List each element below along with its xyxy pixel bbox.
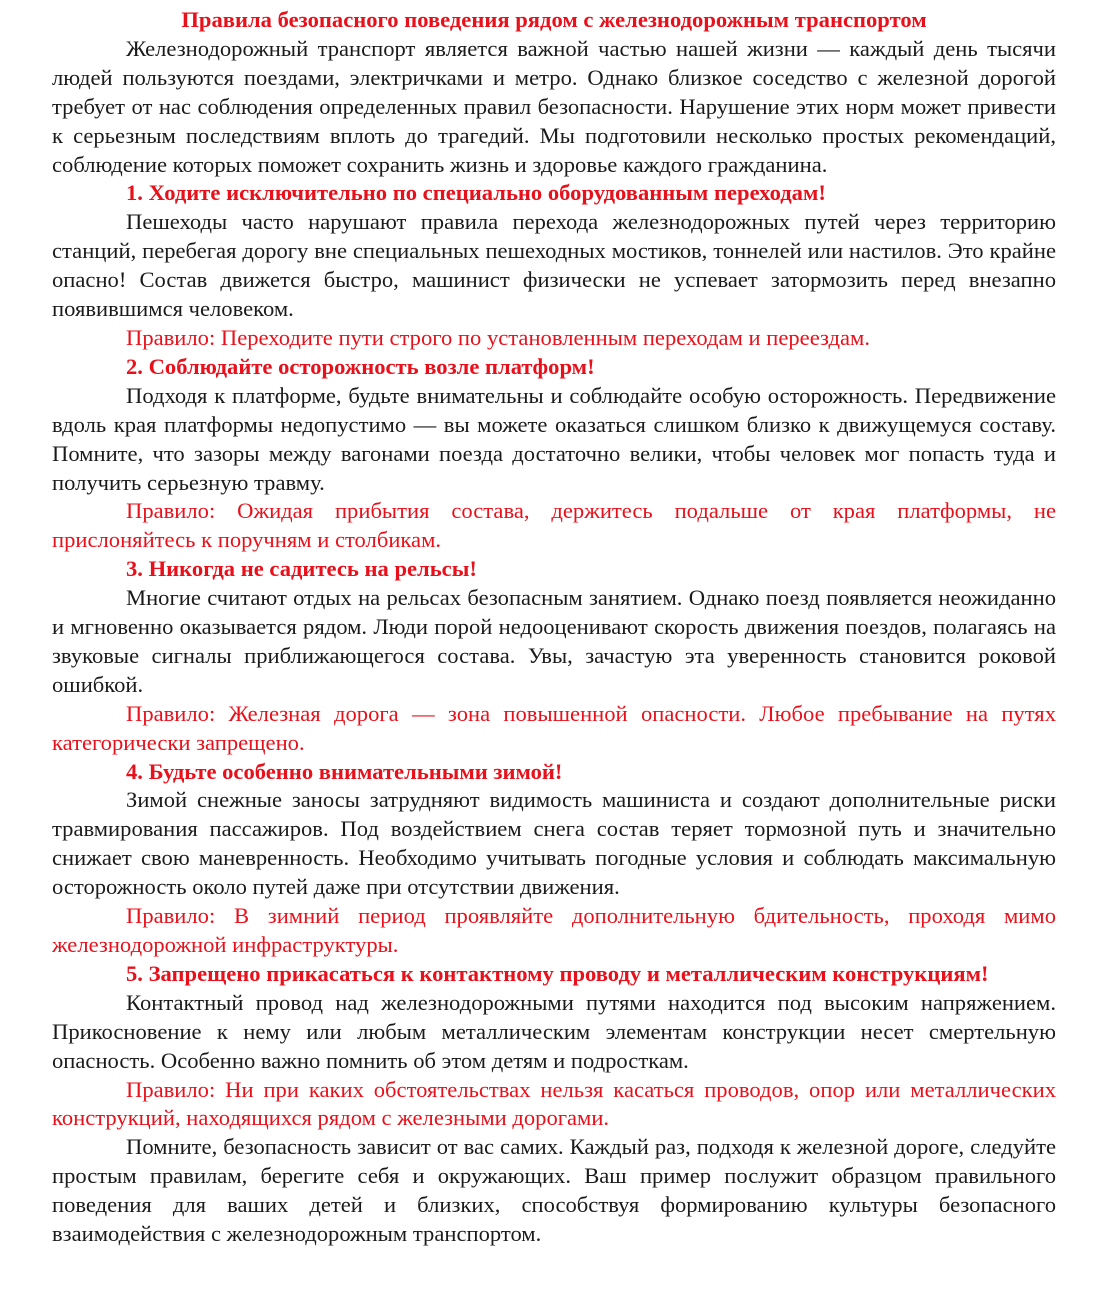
section-text: Зимой снежные заносы затрудняют видимость машиниста и создают дополнительные риски травмирования пассажиров. Под воздействием снега состав теряет тормозной путь и значительно снижает свою маневренность. Необходимо учитывать погодные условия и соблюдать максимальную осторожность около путей даже при отсутствии движения.: [52, 787, 1056, 900]
section-heading: 4. Будьте особенно внимательными зимой!: [126, 758, 563, 784]
intro-paragraph: Железнодорожный транспорт является важной частью нашей жизни — каждый день тысячи людей пользуются поездами, электричками и метро. Однако близкое соседство с железной дорогой требует от нас соблюдения определенных правил безопасности. Нарушение этих норм может привести к серьезным последствиям вплоть до трагедий. Мы подготовили несколько простых рекомендаций, соблюдение которых поможет сохранить жизнь и здоровье каждого гражданина.: [52, 35, 1056, 177]
section-text: Многие считают отдых на рельсах безопасным занятием. Однако поезд появляется неожиданно и мгновенно оказывается рядом. Люди порой недооценивают скорость движения поездов, полагаясь на звуковые сигналы приближающегося состава. Увы, зачастую эта уверенность становится роковой ошибкой.: [52, 585, 1056, 697]
section-heading: 1. Ходите исключительно по специально оборудованным переходам!: [126, 180, 826, 206]
section-heading: 3. Никогда не садитесь на рельсы!: [126, 556, 477, 582]
section-4: [52, 758, 1056, 960]
section-rule: Правило: Железная дорога — зона повышенной опасности. Любое пребывание на путях категорически запрещено.: [52, 700, 1056, 755]
section-rule: Правило: В зимний период проявляйте дополнительную бдительность, проходя мимо железнодорожной инфраструктуры.: [52, 903, 1056, 957]
section-3: [52, 555, 1056, 757]
section-text: Подходя к платформе, будьте внимательны и соблюдайте особую осторожность. Передвижение вдоль края платформы недопустимо — вы можете оказаться слишком близко к движущемуся составу. Помните, что зазоры между вагонами поезда достаточно велики, чтобы человек мог попасть туда и получить серьезную травму.: [52, 382, 1056, 495]
document-page: [52, 6, 1056, 1249]
section-rule: Правило: Ожидая прибытия состава, держитесь подальше от края платформы, не прислоняйтесь к поручням и столбикам.: [52, 498, 1056, 553]
section-rule: Правило: Переходите пути строго по установленным переходам и переездам.: [126, 324, 870, 350]
document-title: Правила безопасного поведения рядом с железнодорожным транспортом: [181, 7, 927, 32]
section-2: [52, 353, 1056, 555]
section-heading: 5. Запрещено прикасаться к контактному проводу и металлическим конструкциям!: [126, 960, 989, 986]
section-1: [52, 179, 1056, 352]
section-5: [52, 960, 1056, 1133]
section-heading: 2. Соблюдайте осторожность возле платформ!: [126, 353, 595, 379]
conclusion-paragraph: Помните, безопасность зависит от вас самих. Каждый раз, подходя к железной дороге, следуйте простым правилам, берегите себя и окружающих. Ваш пример послужит образцом правильного поведения для ваших детей и близких, способствуя формированию культуры безопасного взаимодействия с железнодорожным транспортом.: [52, 1134, 1056, 1247]
section-text: Контактный провод над железнодорожными путями находится под высоким напряжением. Прикосновение к нему или любым металлическим элементам конструкции несет смертельную опасность. Особенно важно помнить об этом детям и подросткам.: [52, 989, 1056, 1073]
section-text: Пешеходы часто нарушают правила перехода железнодорожных путей через территорию станций, перебегая дорогу вне специальных пешеходных мостиков, тоннелей или настилов. Это крайне опасно! Состав движется быстро, машинист физически не успевает затормозить перед внезапно появившимся человеком.: [52, 209, 1056, 322]
section-rule: Правило: Ни при каких обстоятельствах нельзя касаться проводов, опор или металлических конструкций, находящихся рядом с железными дорогами.: [52, 1076, 1056, 1131]
